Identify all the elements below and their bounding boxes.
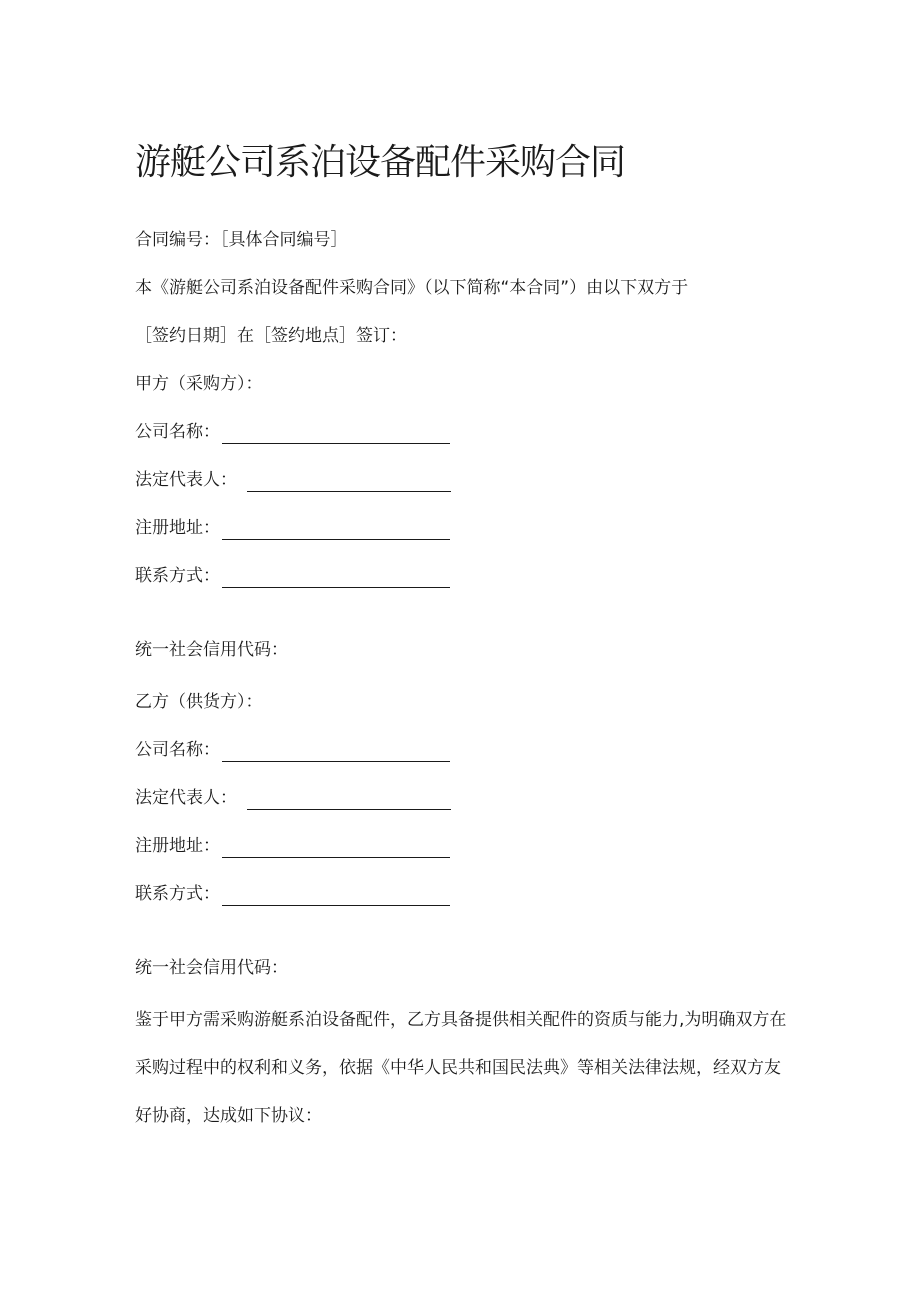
party-b-rep-field (135, 786, 451, 810)
party-a-address-label: 注册地址： (135, 518, 220, 538)
party-a-contact-field (135, 564, 450, 588)
party-b-credit-code: 统一社会信用代码： (135, 958, 288, 978)
party-a-contact-label: 联系方式： (135, 566, 220, 586)
preamble-line-2: 采购过程中的权利和义务，依据《中华人民共和国民法典》等相关法律法规，经双方友 (135, 1058, 781, 1078)
preamble-line-1: 鉴于甲方需采购游艇系泊设备配件，乙方具备提供相关配件的资质与能力,为明确双方在 (135, 1010, 787, 1030)
party-b-address-field (135, 834, 450, 858)
party-a-company-label: 公司名称： (135, 422, 220, 442)
intro-line-2: ［签约日期］在［签约地点］签订： (135, 326, 407, 346)
party-a-address-field (135, 516, 450, 540)
party-b-address-label: 注册地址： (135, 836, 220, 856)
party-b-company-blank[interactable] (222, 744, 450, 762)
party-a-heading: 甲方（采购方）： (135, 374, 263, 394)
party-b-rep-blank[interactable] (247, 792, 451, 810)
party-b-contact-label: 联系方式： (135, 884, 220, 904)
party-a-company-field (135, 420, 450, 444)
document-title: 游艇公司系泊设备配件采购合同 (135, 142, 626, 183)
party-b-heading: 乙方（供货方）： (135, 692, 263, 712)
party-b-contact-field (135, 882, 450, 906)
intro-line-1: 本《游艇公司系泊设备配件采购合同》（以下简称“本合同”）由以下双方于 (135, 278, 689, 298)
party-b-rep-label: 法定代表人： (135, 788, 237, 808)
party-a-address-blank[interactable] (222, 522, 450, 540)
party-a-rep-label: 法定代表人： (135, 470, 237, 490)
party-a-company-blank[interactable] (222, 426, 450, 444)
party-a-rep-field (135, 468, 451, 492)
preamble-line-3: 好协商，达成如下协议： (135, 1106, 322, 1126)
party-a-credit-code: 统一社会信用代码： (135, 640, 288, 660)
party-b-contact-blank[interactable] (222, 888, 450, 906)
party-b-company-field (135, 738, 450, 762)
party-b-company-label: 公司名称： (135, 740, 220, 760)
contract-number: 合同编号：［具体合同编号］ (135, 230, 348, 250)
party-a-rep-blank[interactable] (247, 474, 451, 492)
party-a-contact-blank[interactable] (222, 570, 450, 588)
party-b-address-blank[interactable] (222, 840, 450, 858)
